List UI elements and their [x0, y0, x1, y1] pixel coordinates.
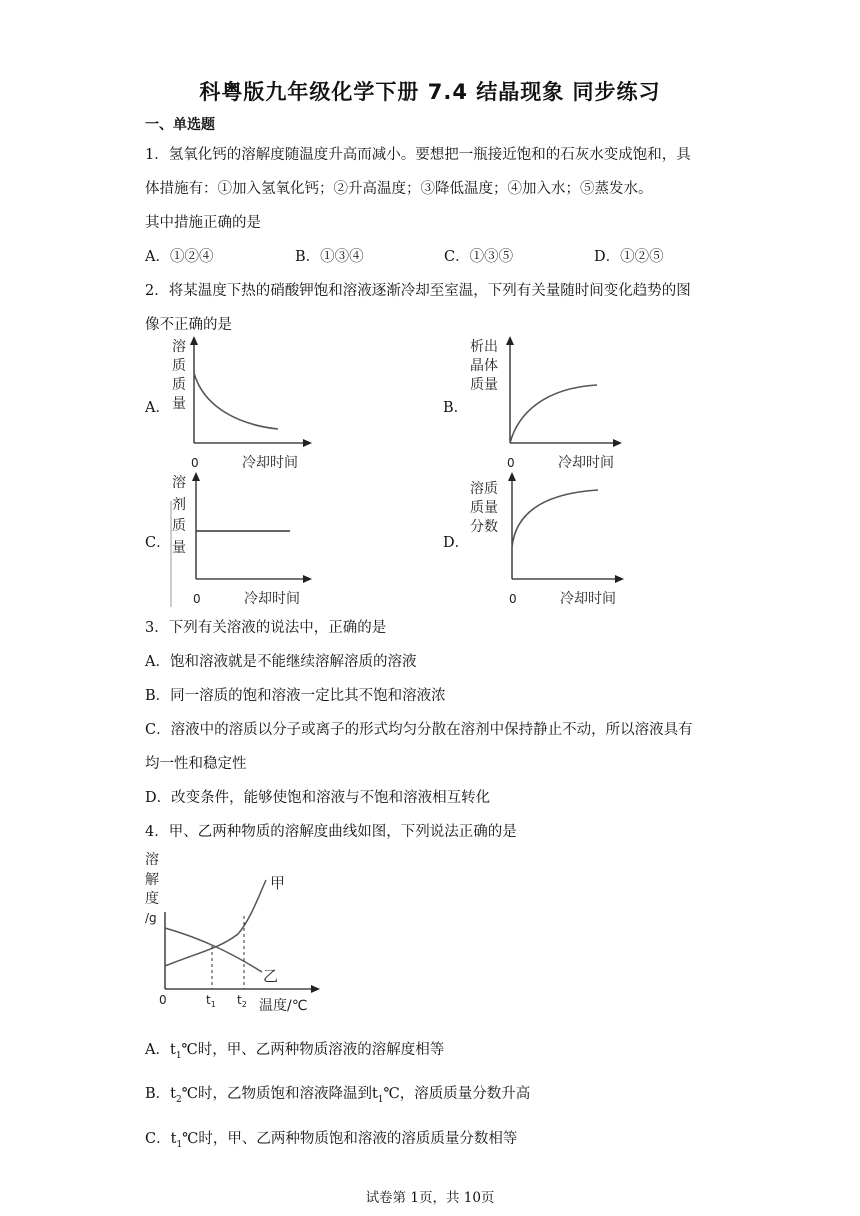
graph-d-origin: 0 [509, 592, 517, 606]
graph-d-curve [512, 490, 598, 547]
q3-option-c-cont: 均一性和稳定性 [145, 756, 247, 772]
q2-line-1: 2．将某温度下热的硝酸钾饱和溶液逐渐冷却至室温，下列有关量随时间变化趋势的图 [145, 283, 691, 299]
q3-line-1: 3．下列有关溶液的说法中，正确的是 [145, 620, 387, 636]
graph-a-origin: 0 [191, 456, 199, 470]
graph-b-xlabel: 冷却时间 [558, 455, 614, 471]
q1-line-3: 其中措施正确的是 [145, 215, 261, 231]
graph-b-curve [510, 385, 597, 443]
q4-ylabel-2: 解 [145, 872, 159, 888]
q3-option-a[interactable]: A．饱和溶液就是不能继续溶解溶质的溶液 [145, 654, 417, 670]
graph-a-ylabel-2: 质 [172, 358, 186, 374]
q4-t1-label: $t_1$ [206, 993, 216, 1009]
q4-ylabel-3: 度 [145, 891, 159, 907]
q4-line-1: 4．甲、乙两种物质的溶解度曲线如图，下列说法正确的是 [145, 824, 517, 840]
q2-graph-a [160, 333, 320, 475]
q2-graph-d [460, 469, 630, 611]
q2-option-d[interactable]: D． [443, 535, 470, 551]
q3-option-b[interactable]: B．同一溶质的饱和溶液一定比其不饱和溶液浓 [145, 688, 446, 704]
graph-a-ylabel-4: 量 [172, 396, 186, 412]
graph-d-ylabel-3: 分数 [470, 519, 498, 535]
graph-d-ylabel-1: 溶质 [470, 481, 498, 497]
q1-line-1: 1．氢氧化钙的溶解度随温度升高而减小。要想把一瓶接近饱和的石灰水变成饱和，具 [145, 147, 691, 163]
q4-option-b[interactable]: B．$t_2℃$时，乙物质饱和溶液降温到$t_1℃$，溶质质量分数升高 [145, 1086, 531, 1105]
q2-option-c[interactable]: C． [145, 535, 171, 551]
q4-curve-jia [165, 880, 266, 966]
graph-c-xlabel: 冷却时间 [244, 591, 300, 607]
graph-a-ylabel-3: 质 [172, 377, 186, 393]
q2-graph-b [460, 333, 630, 475]
graph-c-ylabel-4: 量 [172, 540, 186, 556]
q1-option-d[interactable]: D．①②⑤ [594, 249, 664, 265]
graph-c-origin: 0 [193, 592, 201, 606]
q4-t2-label: $t_2$ [237, 993, 247, 1009]
q1-option-a[interactable]: A．①②④ [145, 249, 214, 265]
q2-option-a[interactable]: A． [145, 400, 170, 416]
q4-option-c[interactable]: C．$t_1℃$时，甲、乙两种物质饱和溶液的溶质质量分数相等 [145, 1131, 518, 1150]
graph-d-ylabel-2: 质量 [470, 500, 498, 516]
q4-origin: 0 [159, 993, 167, 1007]
q1-option-c[interactable]: C．①③⑤ [444, 249, 514, 265]
graph-a-curve [194, 373, 278, 429]
graph-a-ylabel-1: 溶 [172, 339, 186, 355]
graph-c-ylabel-2: 剂 [172, 497, 186, 513]
q4-series-jia: 甲 [270, 874, 286, 892]
q4-ylabel-4: /g [145, 911, 157, 925]
graph-b-origin: 0 [507, 456, 515, 470]
q3-option-c[interactable]: C．溶液中的溶质以分子或离子的形式均匀分散在溶剂中保持静止不动，所以溶液具有 [145, 722, 693, 738]
graph-b-ylabel-1: 析出 [470, 339, 498, 355]
q4-solubility-graph [140, 848, 340, 1018]
q4-curve-yi [165, 928, 262, 972]
q1-line-2: 体措施有：①加入氢氧化钙；②升高温度；③降低温度；④加入水；⑤蒸发水。 [145, 181, 653, 197]
q4-option-a[interactable]: A．$t_1℃$时，甲、乙两种物质溶液的溶解度相等 [145, 1042, 445, 1061]
q4-xlabel: 温度/℃ [259, 998, 308, 1014]
graph-b-ylabel-3: 质量 [470, 377, 498, 393]
graph-b-ylabel-2: 晶体 [470, 358, 498, 374]
graph-c-ylabel-1: 溶 [172, 475, 186, 491]
q3-option-d[interactable]: D．改变条件，能够使饱和溶液与不饱和溶液相互转化 [145, 790, 491, 806]
q1-option-b[interactable]: B．①③④ [295, 249, 364, 265]
section-heading: 一、单选题 [145, 117, 215, 133]
q4-ylabel-1: 溶 [145, 852, 159, 868]
graph-a-xlabel: 冷却时间 [242, 455, 298, 471]
q2-graph-c [160, 469, 320, 611]
page-footer: 试卷第 1页，共 10页 [365, 1190, 495, 1206]
page-title: 科粤版九年级化学下册 7.4 结晶现象 同步练习 [199, 80, 661, 104]
graph-d-xlabel: 冷却时间 [560, 591, 616, 607]
q2-option-b[interactable]: B． [443, 400, 469, 416]
graph-c-ylabel-3: 质 [172, 518, 186, 534]
q2-line-2: 像不正确的是 [145, 317, 232, 333]
q4-series-yi: 乙 [263, 967, 279, 985]
